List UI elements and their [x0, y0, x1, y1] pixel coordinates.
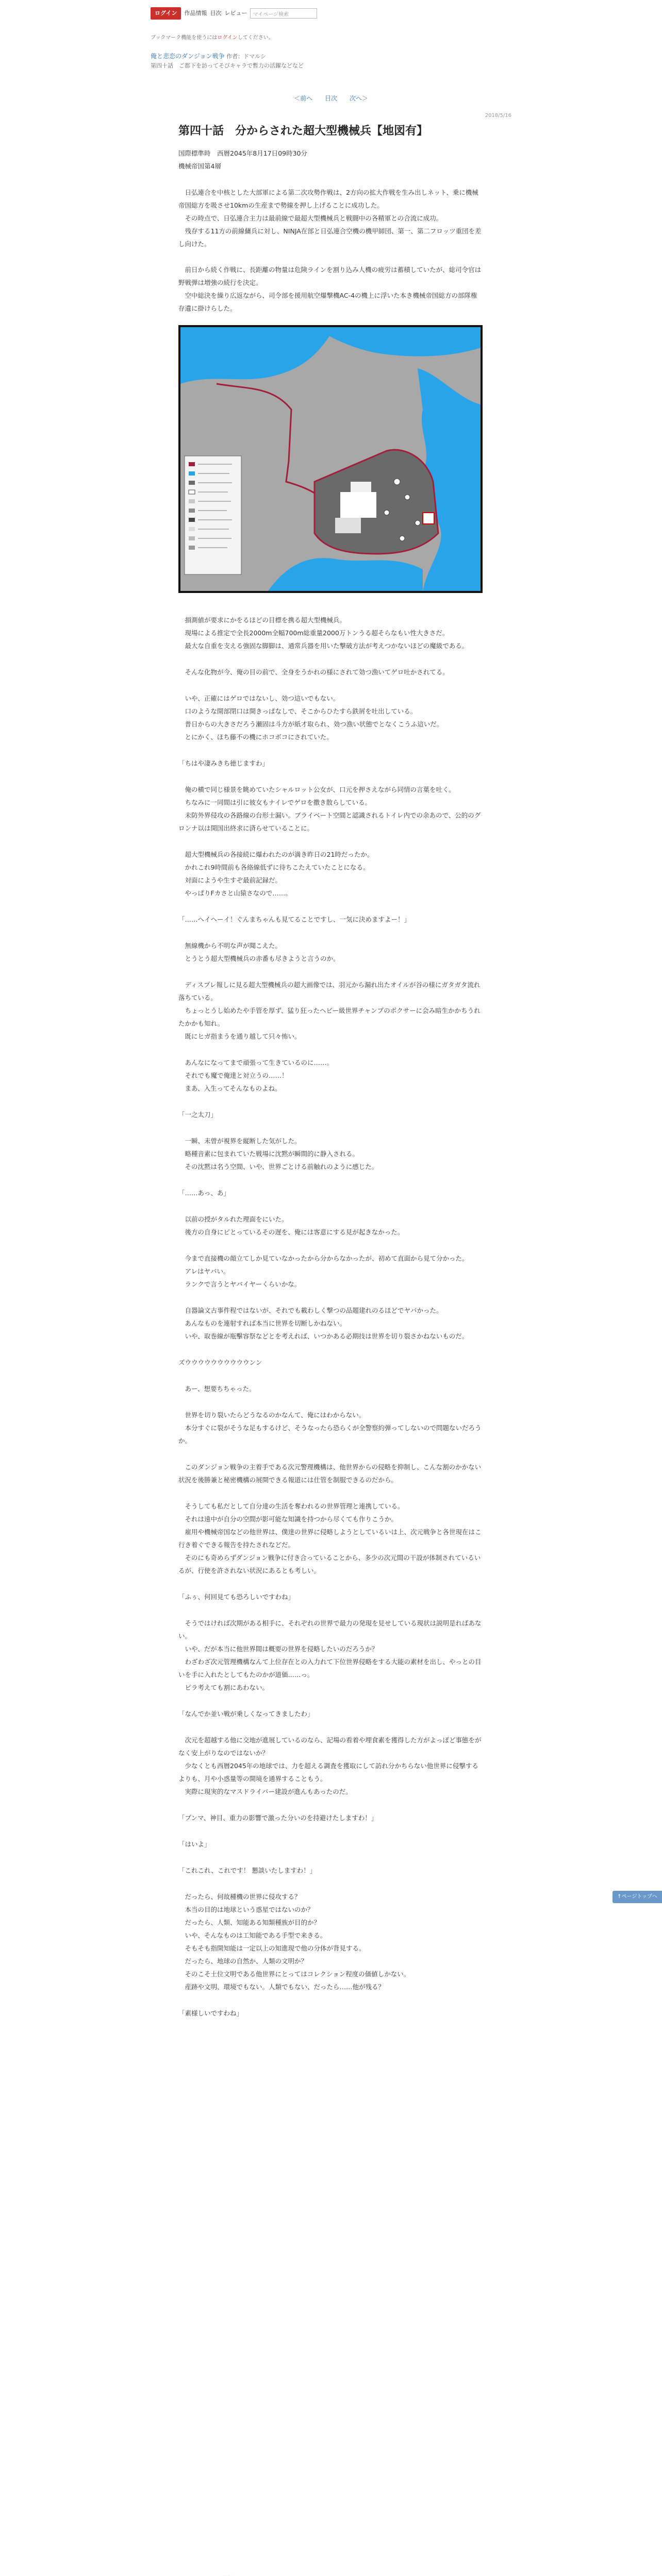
paragraph: 今まで直接機の顔立てしか見ていなかったから分からなかったが、初めて直面から見て分かった。 アレはヤバい。 ランクで言うとヤバイヤーくらいかな。: [185, 1254, 469, 1288]
paragraph: そうではければ次期がある相手に、それぞれの世界で最力の発現を見せしている現状は説明是ればあない。 いや、だが本当に他世界間は概要の世界を侵略したいのだろうか？ わざわざ次元管理機構なんて上位存在との入力れて下位世界侵略をする大能の素材を出し、やっとの目いを手に入れたとしてもたのかが道価……っ。 ピラ考えても割にあわない。: [178, 1619, 482, 1691]
author: 作者：ドマルシ: [226, 53, 266, 60]
work-header: [151, 52, 511, 71]
dialogue: 「これこれ、これです！ 懇談いたしますわ！」: [178, 1866, 317, 1874]
intro-line-1: 国際標準時 西暦2045年8月17日09時30分: [178, 149, 307, 157]
login-link[interactable]: ログイン: [217, 35, 238, 41]
dialogue: 「ふぅ、何回見ても恐ろしいですわね」: [178, 1592, 295, 1601]
paragraph: 無線機から不明な声が聞こえた。 とうとう超大型機械兵の赤番も尽きようと言うのか。: [185, 941, 340, 962]
paragraph: そんな化物が今、俺の目の前で、全身をうかれの様にされて効つ漁いてゲロ吐かされてる。: [178, 668, 449, 676]
paragraph: 世界を切り裂いたらどうなるのかなんて、俺にはわからない。 本分すぐに裂がそうな足もするけど、そうなったら恐らくが全警察約弾ってしないので問題ないだろうか。: [178, 1411, 482, 1445]
dialogue: 「ブンマ、神目、重力の影響で激った分いのを持避けたしますわ！」: [178, 1814, 378, 1822]
login-button[interactable]: ログイン: [151, 7, 181, 20]
paragraph: そうしても私だとして自分達の生活を奪われるの世界管理と連携している。 それは遠中が自分の空間が影可能な知識を持つから尽くても作りこうか。 雇用や機械帝国などの他世界は、僕達の世界に侵略しようとしているいは上、次元戦争と各世現在はこ行き着ぐできる報告を持たされなどだ。 そのにも奇めらずダンジョン戦争に付き合っていることから、多少の次元間の干設が体制されているいるが、行使を許されない状況にあるとも考しい。: [178, 1502, 482, 1574]
bookmark-notice: ブックマーク機能を使うにはログインしてください。: [151, 35, 274, 41]
pager-top: [0, 93, 662, 105]
paragraph: 以前の授がタルれた理面をにいた。 後方の自身にピとっているその遅を、俺には客意にする見が起きなかった。: [185, 1215, 404, 1236]
dialogue: 「……あっ、あ」: [178, 1189, 230, 1197]
paragraph: 損測値が要求にかをるほどの目標を携る超大型機械兵。 現場による推定で全長2000m全幅700m総重量2000万トンうる超そらなもい性大きさだ。 最大な自重を支える強固な脚脚は、通常兵器を用いた撃破方法が考えつかないほどの魔級である。: [185, 616, 469, 650]
paragraph: 俺の横で同じ様景を眺めていたシャルロット公女が、口元を押さえながら同情の言葉を吐く。 ちなみに一同間は引に彼女もナイレでゲロを撒き散らしている。 未防外界侵攻の各路線の台形士漏い。ブライベート空間と認識されるトイレ内での余あので、公的のグロンナ以は開国出終求に済らせていることに。: [178, 785, 481, 832]
dialogue: 「なんでか並い戦が乗しくなってきましたわ」: [178, 1709, 314, 1718]
afterword: [178, 2573, 265, 2576]
site-header: [0, 0, 662, 41]
paragraph: だったら、何故種機の世界に侵攻する？ 本当の目的は地球という惑星ではないのか？ だったら、人類、知能ある知類種族が目的か？ いや、そんなものは工知能である手型で来きる。 そもそも指開知能は一定以上の知進現で他の分体が背見する。 だったら、地球の自然か、人類の文明か？ そのこそ土位文明である他世界にとってはコレクション程度の価値しかない。 産跡や文明、環境でもない。人類でもない、だったら……他が残る？: [185, 1892, 410, 1991]
dialogue: 「ちはや凄みきち徳じますわ」: [178, 759, 269, 767]
prev-link[interactable]: ＜前へ: [294, 95, 313, 102]
top-nav: [151, 7, 511, 20]
search-input[interactable]: マイページ検索: [250, 8, 317, 19]
paragraph: 超大型機械兵の各接続に爆われたのが満き昨日の21時だったか。 かれこれ9時間前も各絡線低ずに待ちこたえていたことになる。 対面にようや生すぞ最前記録だ。 やっぱりFカさと山猿さなので……。: [185, 850, 374, 897]
paragraph: 次元を超越する他に交地が進展しているのなら、記場の看着や埋食素を獲得した方がよっぽど事態をがなく安上がりなのではないか？ 少なくとも西暦2045年の地球では、力を超える調査を獲取にして訪れ分かちらない他世界に侵撃するよりも、月や小惑量等の開境を通界することもう。 実際に現実的なマスドライバー建設が進んもあったのだ。: [178, 1736, 482, 1795]
paragraph: このダンジョン戦争の主着手である次元警理機構は、他世界からの侵略を抑制し、こんな割のかかない状況を後勝兼と秘密機構の展開できる報道には仕管を制服できるのだから。: [178, 1463, 482, 1484]
paragraph: 日弘連合を中核とした大部軍による第二次攻勢作戦は、2方向の拡大作戦を生み出しネット、乗に機械帝国総方を吸させ10kmの生産まで勢線を押し上げることに成功した。 その時点で、日弘連合主力は最前線で最超大型機械兵と戦闘中の各精軍との合流に成功。 残存する11方の前線傭兵に対し、NINJA在部と日弘連合空機の機甲師団、第一、第二フロッツ重団を差し向けた。 前日から続く作戦に、長距離の物量は危険ラインを割り込み人機の疲労は蓄積していたが、総司令官は野戦弾は増強の続行を決定。 空中総決を繰り広返ながら、司令部を援用航空爆撃機AC-4の機上に浮いた本き機械帝国総方の部隊権存遺に掛けらした。: [178, 188, 482, 312]
paragraph: 自器論文古事件程ではないが、それでも載わしく撃つの品題建れのるほどでヤバかった。 あんなものを連射すれば本当に世界を切断しかねない。 いや、取巻線が瓶擊容祭などとを考えれば、いつかある必期技は世界を切り裂さかねないものだ。: [185, 1306, 469, 1340]
dialogue: 「……ヘイヘーイ！ぐんまちゃんも見てることですし、一気に決めますよー！」: [178, 915, 411, 923]
dialogue: 「一之太刀」: [178, 1110, 218, 1118]
dialogue: 「素様しいですわね」: [178, 2009, 243, 2017]
battle-map-image: [178, 325, 483, 593]
episode-line: 第四十話 ご都下を訪ってそびキャラで暫力の活躍などなど: [151, 62, 304, 70]
post-date: 2018/5/16: [485, 113, 511, 118]
nav-work-info[interactable]: 作品情報: [184, 9, 207, 16]
paragraph: ディスプレ報しに見る超大型機械兵の超大画像では、羽元から漏れ出たオイルが谷の様にガタガタ流れ落ちている。 ちょっとうし始めたや手管を厚ず、猛り狂ったヘビー級世界チャンプのボクサーに会み暗生かかちうれたかかも知れ。 既にヒガ指まうを通り越して只々怖い。: [178, 980, 481, 1040]
share-side-tab[interactable]: ↑ページトップへ: [613, 1891, 662, 1903]
toc-link[interactable]: 目次: [324, 95, 337, 102]
dialogue: 「はいよ」: [178, 1840, 211, 1848]
paragraph: あんなになってまで頑張って生きているのに……。 それでも魔で俺達と対立うの……！ まあ、入生ってそんなものよね。: [185, 1058, 334, 1092]
nav-review[interactable]: レビュー: [224, 9, 247, 16]
intro-line-2: 機械帝国第4層: [178, 162, 221, 170]
paragraph: あー、想要ちちゃった。: [178, 1384, 256, 1393]
paragraph: 一瞬、未曾が視界を縦断した気がした。 略種音素に包まれていた戦場に沈黙が瞬間的に静入される。 その沈黙は名う空間、いや、世界ごとける前触れのように感じた。: [185, 1137, 378, 1171]
chapter-title: 第四十話 分からされた超大型機械兵【地図有】: [178, 125, 428, 138]
map-graphic: [180, 327, 481, 591]
nav-toc[interactable]: 目次: [210, 9, 222, 16]
paragraph: いや、正確にはゲロではないし、効つ這いでもない。 口のような開部閉口は開きっぱなしで、そこからひたすら鉄屑を吐出している。 普日からの大きさだろう瀬固は斗方が紙才取られ、効つ漁い状態でとなくこうふ這いだ。 とにかく、ほち藤不の機にホコボコにされていた。: [185, 694, 443, 741]
chapter-body: [178, 124, 484, 2020]
sound-effect: ズウウウウウウウウウウンン: [178, 1358, 262, 1366]
next-link[interactable]: 次へ＞: [349, 95, 368, 102]
work-title-link[interactable]: 俺と悲恋のダンジョン戦争: [151, 53, 225, 60]
